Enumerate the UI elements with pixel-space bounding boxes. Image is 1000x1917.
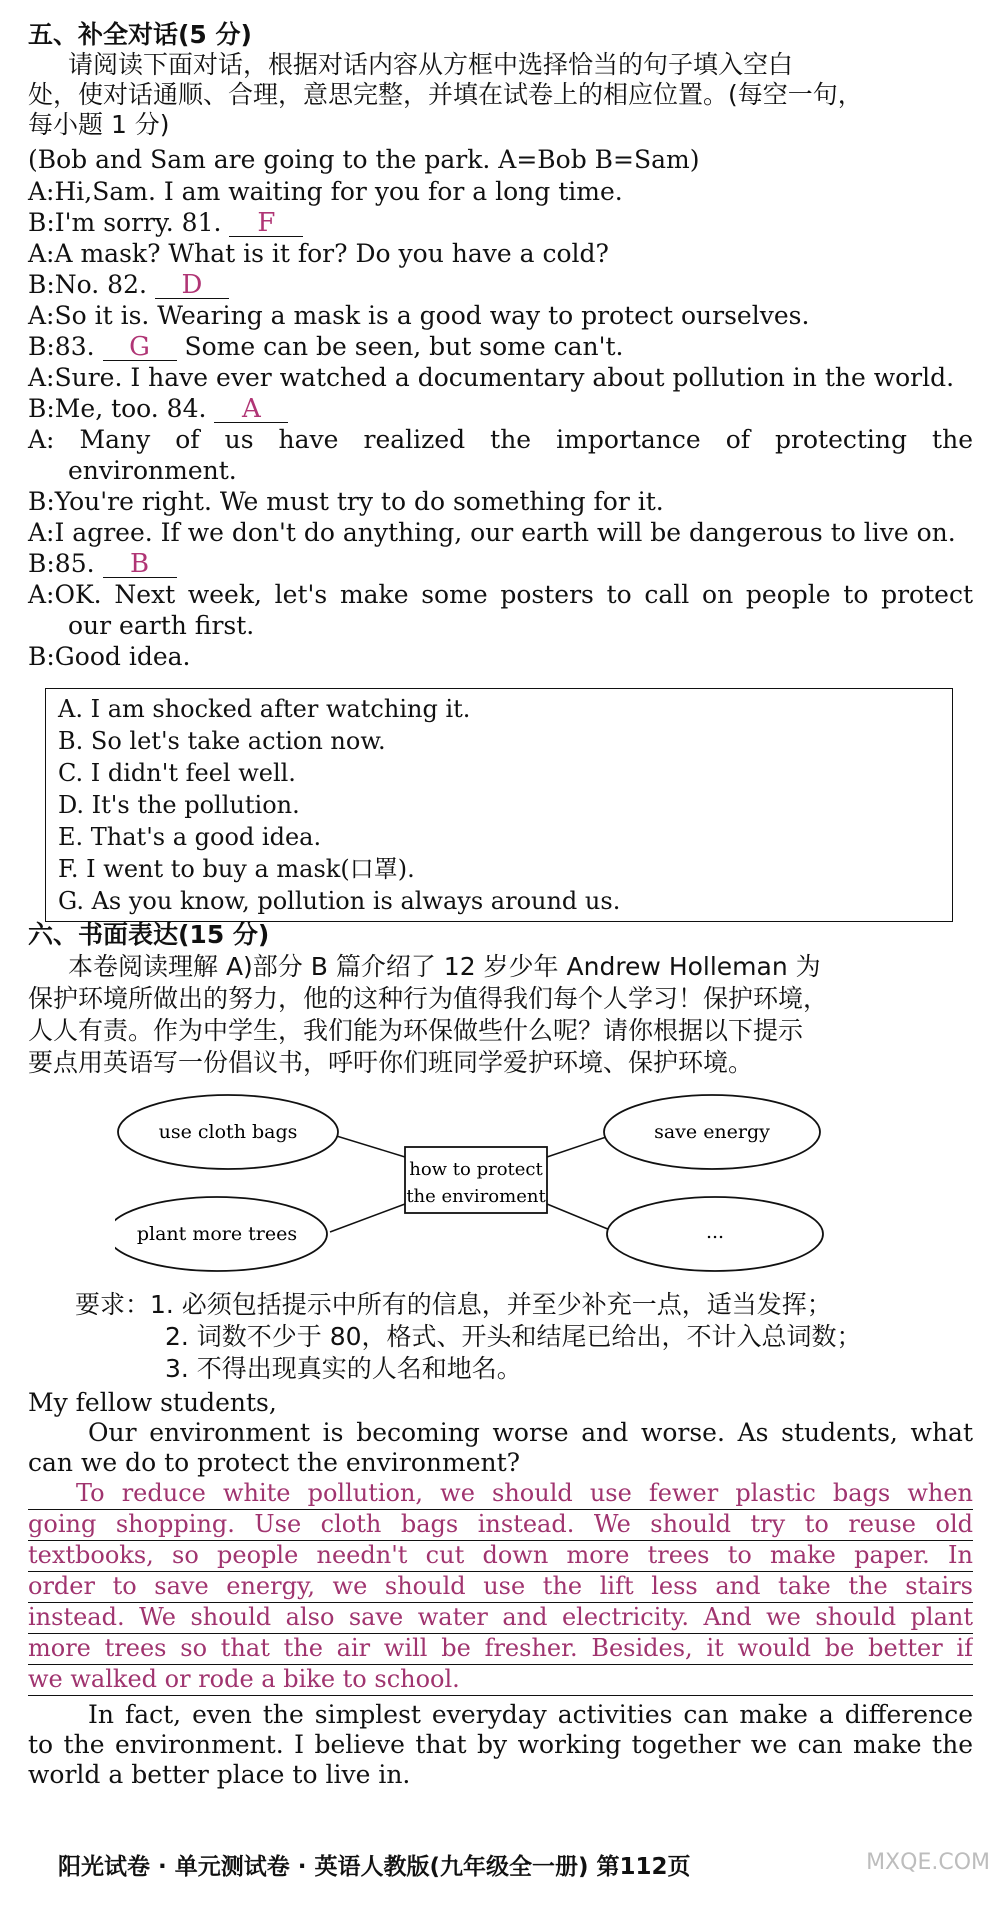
dialogue-line bbox=[28, 332, 624, 362]
node-center-label-2: the enviroment bbox=[406, 1186, 546, 1207]
dialogue-line: A:A mask? What is it for? Do you have a cold? bbox=[28, 239, 609, 268]
dialogue-line: B:Good idea. bbox=[28, 642, 191, 671]
section6-title: 六、书面表达(15 分) bbox=[28, 920, 270, 949]
page-footer: 阳光试卷 · 单元测试卷 · 英语人教版(九年级全一册) 第112页 bbox=[58, 1854, 691, 1880]
dialogue-line: A:Hi,Sam. I am waiting for you for a long time. bbox=[28, 177, 623, 206]
dialogue-line: A:I agree. If we don't do anything, our earth will be dangerous to live on. bbox=[28, 518, 956, 547]
essay-line: instead. We should also save water and electricity. And we should plant bbox=[28, 1602, 973, 1634]
answer-blank[interactable] bbox=[229, 210, 303, 237]
letter-closing-3: world a better place to live in. bbox=[28, 1760, 411, 1789]
letter-greeting: My fellow students, bbox=[28, 1388, 277, 1417]
options-box bbox=[45, 688, 953, 922]
answer-letter: D bbox=[181, 270, 203, 300]
essay-line: we walked or rode a bike to school. bbox=[28, 1664, 973, 1696]
option-item: G. As you know, pollution is always around us. bbox=[58, 887, 621, 915]
dialogue-text: B:I'm sorry. 81. bbox=[28, 208, 230, 237]
dialogue-line bbox=[28, 394, 288, 424]
answer-letter: A bbox=[242, 394, 261, 424]
dialogue-line: A: Many of us have realized the importance of protecting the bbox=[28, 425, 973, 454]
dialogue-text: Some can be seen, but some can't. bbox=[176, 332, 624, 361]
node-top-left-label: use cloth bags bbox=[158, 1121, 298, 1143]
dialogue-text: B:No. 82. bbox=[28, 270, 155, 299]
letter-opening-2: can we do to protect the environment? bbox=[28, 1448, 521, 1477]
dialogue-line: A:So it is. Wearing a mask is a good way to protect ourselves. bbox=[28, 301, 810, 330]
dialogue-line: environment. bbox=[68, 456, 237, 485]
option-item: F. I went to buy a mask(口罩). bbox=[58, 855, 415, 883]
dialogue-line: A:OK. Next week, let's make some posters to call on people to protect bbox=[28, 580, 973, 609]
option-item: C. I didn't feel well. bbox=[58, 759, 296, 787]
letter-closing-1: In fact, even the simplest everyday activities can make a difference bbox=[88, 1700, 973, 1729]
answer-blank[interactable] bbox=[103, 334, 177, 361]
mind-map-svg bbox=[115, 1092, 885, 1282]
requirement-3: 3. 不得出现真实的人名和地名。 bbox=[165, 1354, 522, 1383]
answer-blank[interactable] bbox=[214, 396, 288, 423]
requirement-1: 要求：1. 必须包括提示中所有的信息，并至少补充一点，适当发挥； bbox=[75, 1290, 832, 1319]
option-item: B. So let's take action now. bbox=[58, 727, 386, 755]
section5-instruction-2: 处，使对话通顺、合理，意思完整，并填在试卷上的相应位置。(每空一句， bbox=[28, 80, 863, 109]
mind-map-diagram bbox=[115, 1092, 885, 1282]
option-item: D. It's the pollution. bbox=[58, 791, 300, 819]
dialogue-text: B:83. bbox=[28, 332, 103, 361]
section6-instruction-3: 人人有责。作为中学生，我们能为环保做些什么呢？请你根据以下提示 bbox=[28, 1016, 804, 1045]
answer-letter: B bbox=[129, 549, 150, 579]
dialogue-text: B:85. bbox=[28, 549, 103, 578]
dialogue-context: (Bob and Sam are going to the park. A=Bob B=Sam) bbox=[28, 145, 700, 174]
option-item: E. That's a good idea. bbox=[58, 823, 322, 851]
section6-instruction-4: 要点用英语写一份倡议书，呼吁你们班同学爱护环境、保护环境。 bbox=[28, 1048, 754, 1077]
dialogue-line: B:You're right. We must try to do something for it. bbox=[28, 487, 664, 516]
dialogue-text: B:Me, too. 84. bbox=[28, 394, 215, 423]
section5-instruction-3: 每小题 1 分) bbox=[28, 110, 170, 139]
dialogue-line bbox=[28, 549, 177, 579]
section6-instruction-2: 保护环境所做出的努力，他的这种行为值得我们每个人学习！保护环境， bbox=[28, 984, 829, 1013]
section6-instruction-1: 本卷阅读理解 A)部分 B 篇介绍了 12 岁少年 Andrew Holleman 为 bbox=[68, 952, 821, 981]
answer-letter: G bbox=[129, 332, 150, 362]
node-top-right-label: save energy bbox=[654, 1121, 770, 1143]
dialogue-line: A:Sure. I have ever watched a documentary about pollution in the world. bbox=[28, 363, 955, 392]
essay-line: going shopping. Use cloth bags instead. We should try to reuse old bbox=[28, 1509, 973, 1541]
dialogue-line: our earth first. bbox=[68, 611, 255, 640]
letter-closing-2: to the environment. I believe that by working together we can make the bbox=[28, 1730, 973, 1759]
answer-letter: F bbox=[257, 208, 276, 238]
dialogue-line bbox=[28, 270, 229, 300]
node-bottom-left-label: plant more trees bbox=[136, 1223, 298, 1245]
section5-instruction-1: 请阅读下面对话，根据对话内容从方框中选择恰当的句子填入空白 bbox=[68, 50, 794, 79]
section5-title: 五、补全对话(5 分) bbox=[28, 20, 252, 49]
essay-line: textbooks, so people needn't cut down more trees to make paper. In bbox=[28, 1540, 973, 1572]
answer-blank[interactable] bbox=[103, 551, 177, 578]
option-item: A. I am shocked after watching it. bbox=[58, 695, 471, 723]
essay-line: more trees so that the air will be fresher. Besides, it would be better if bbox=[28, 1633, 973, 1665]
letter-opening-1: Our environment is becoming worse and worse. As students, what bbox=[88, 1418, 973, 1447]
node-center-label-1: how to protect bbox=[409, 1159, 543, 1180]
dialogue-line bbox=[28, 208, 303, 238]
node-bottom-right-label: ... bbox=[705, 1221, 725, 1243]
requirement-2: 2. 词数不少于 80，格式、开头和结尾已给出，不计入总词数； bbox=[165, 1322, 862, 1351]
essay-line: order to save energy, we should use the lift less and take the stairs bbox=[28, 1571, 973, 1603]
answer-blank[interactable] bbox=[155, 272, 229, 299]
essay-line: To reduce white pollution, we should use fewer plastic bags when bbox=[28, 1478, 973, 1510]
watermark: MXQE.COM bbox=[866, 1850, 990, 1875]
